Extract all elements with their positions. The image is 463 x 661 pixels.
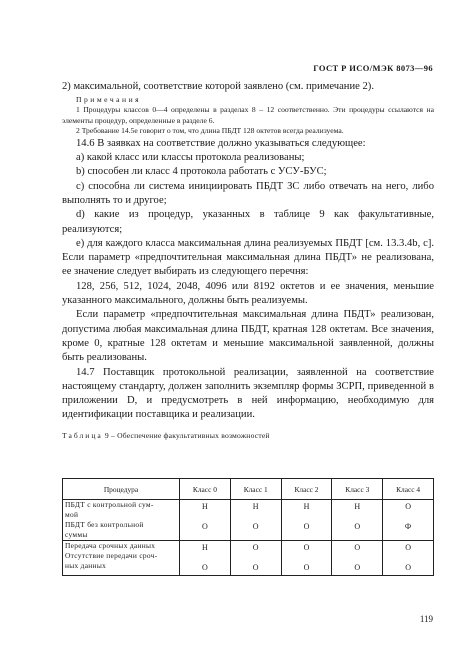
class-cell xyxy=(230,500,281,541)
class-value: О xyxy=(354,563,361,572)
class-value: О xyxy=(303,563,310,572)
note-1: 1 Процедуры классов 0—4 определены в разделах 8 – 12 соответственно. Эти процедуры ссылаются на элементы процедур, определенные в разделе 6. xyxy=(62,105,434,125)
class-value: Н xyxy=(202,502,208,511)
table-caption-word: Таблица xyxy=(62,430,103,440)
notes-title: Примечания xyxy=(76,95,142,105)
item-e: е) для каждого класса максимальная длина реализуемых ПБДТ [см. 13.3.4b, c]. Если параметр «предпочтительная максимальная длина ПБДТ» не реализована, ее значение следует выбирать из следующего перечня: xyxy=(62,237,434,278)
standard-header: ГОСТ Р ИСО/МЭК 8073—96 xyxy=(313,63,433,73)
table-caption-text: 9 – Обеспечение факультативных возможностей xyxy=(104,430,270,440)
class-cell xyxy=(230,541,281,576)
class-value: О xyxy=(354,543,361,552)
class-value: О xyxy=(354,522,361,531)
header-class-3: Класс 3 xyxy=(332,479,383,500)
procedure-line: суммы xyxy=(65,530,88,539)
section-14-6: 14.6 В заявках на соответствие должно указываться следующее: xyxy=(76,137,366,149)
header-class-1: Класс 1 xyxy=(230,479,281,500)
header-class-4: Класс 4 xyxy=(383,479,434,500)
table-row xyxy=(63,500,434,541)
class-cell xyxy=(180,500,231,541)
procedure-line: ПБДТ без контрольной xyxy=(65,520,144,529)
options-table xyxy=(62,478,434,576)
class-cell xyxy=(281,500,332,541)
item-d: d) какие из процедур, указанных в таблице 9 как факультативные, реализуются; xyxy=(62,209,434,235)
table-caption xyxy=(62,429,434,443)
header-class-0: Класс 0 xyxy=(180,479,231,500)
header-procedure: Процедура xyxy=(63,479,180,500)
class-value: О xyxy=(252,543,259,552)
class-value: Ф xyxy=(404,522,412,531)
class-cell xyxy=(332,500,383,541)
body-text xyxy=(62,80,434,443)
procedure-line: ных данных xyxy=(65,561,107,570)
note-2: 2 Требование 14.5e говорит о том, что длина ПБДТ 128 октетов всегда реализуема. xyxy=(76,126,344,136)
section-14-7: 14.7 Поставщик протокольной реализации, заявленной на соответствие настоящему стандарту, должен заполнить экземпляр формы ЗСРП, приведенной в приложении D, и предусмотреть в ней информацию, необходимую для идентификации поставщика и реализации. xyxy=(62,366,434,421)
procedure-cell xyxy=(63,541,180,576)
paragraph-maximal: 2) максимальной, соответствие которой заявлено (см. примечание 2). xyxy=(62,81,374,92)
header-class-2: Класс 2 xyxy=(281,479,332,500)
class-value: О xyxy=(405,502,411,511)
class-value: О xyxy=(303,522,310,531)
class-value: О xyxy=(202,522,208,531)
item-c: с) способна ли система инициировать ПБДТ ЗС либо отвечать на него, либо выполнять то и другое; xyxy=(62,180,434,206)
table-row xyxy=(63,541,434,576)
procedure-line: Передача срочных данных xyxy=(65,541,156,550)
procedure-line: Отсутствие передачи сроч- xyxy=(65,551,158,560)
item-b: b) способен ли класс 4 протокола работать с УСУ-БУС; xyxy=(76,166,327,178)
procedure-cell xyxy=(63,500,180,541)
paragraph-if-parameter: Если параметр «предпочтительная максимальная длина ПБДТ» реализован, допустима любая максимальная длина ПБДТ, кратная 128 октетам. Все значения, кроме 0, кратные 128 октетам и меньшие максимальной заявленной, должны быть реализованы. xyxy=(62,309,434,364)
table-header-row xyxy=(63,479,434,500)
class-value: Н xyxy=(303,502,310,511)
page-number: 119 xyxy=(419,614,433,624)
class-value: О xyxy=(252,563,259,572)
class-cell xyxy=(383,541,434,576)
class-cell xyxy=(332,541,383,576)
class-cell xyxy=(180,541,231,576)
octet-list: 128, 256, 512, 1024, 2048, 4096 или 8192 октетов и ее значения, меньшие указанного максимального, должны быть реализуемы. xyxy=(62,280,434,307)
class-value: О xyxy=(252,522,259,531)
procedure-line: ПБДТ с контрольной сум- xyxy=(65,500,154,509)
item-a: а) какой класс или классы протокола реализованы; xyxy=(76,152,305,164)
class-value: О xyxy=(405,563,411,572)
class-cell xyxy=(281,541,332,576)
class-cell xyxy=(383,500,434,541)
class-value: Н xyxy=(202,543,208,552)
class-value: О xyxy=(202,563,208,572)
class-value: Н xyxy=(252,502,259,511)
class-value: О xyxy=(405,543,411,552)
class-value: О xyxy=(303,543,310,552)
procedure-line: мой xyxy=(65,510,79,519)
class-value: Н xyxy=(354,502,361,511)
